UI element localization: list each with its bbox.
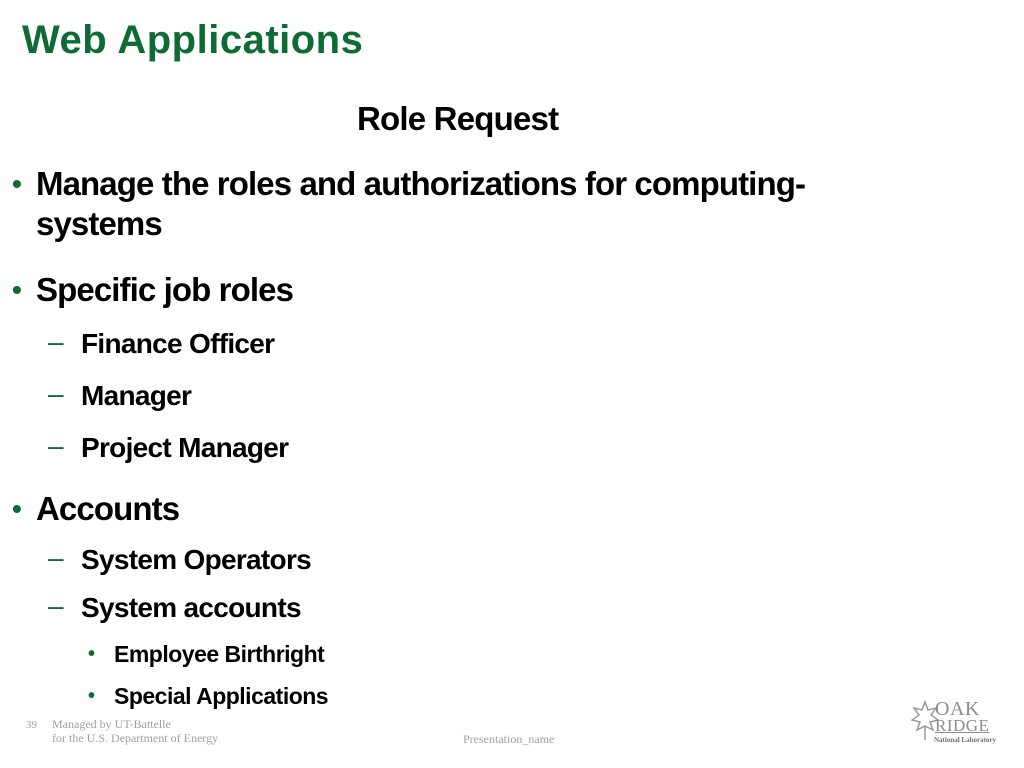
bullet-text: Specific job roles <box>36 271 294 308</box>
bullet-manage-roles <box>12 164 806 244</box>
bullet-accounts <box>12 489 180 529</box>
sub-sub-bullet-special-applications <box>88 682 329 710</box>
sub-bullet-text: Manager <box>81 380 192 411</box>
bullet-dot-icon: • <box>88 643 95 665</box>
slide-subtitle: Role Request <box>357 100 559 137</box>
footer-managed-by <box>52 717 218 745</box>
bullet-text: Manage the roles and authorizations for computing- <box>36 165 806 202</box>
footer-managed-line1: Managed by UT-Battelle <box>52 717 171 731</box>
dash-icon: – <box>48 430 63 461</box>
logo-national-laboratory: National Laboratory <box>934 736 997 744</box>
sub-sub-bullet-text: Employee Birthright <box>114 641 325 667</box>
bullet-dot-icon: • <box>12 274 21 305</box>
sub-sub-bullet-employee-birthright <box>88 640 325 668</box>
bullet-specific-job-roles <box>12 270 294 310</box>
sub-bullet-text: Project Manager <box>81 432 289 463</box>
sub-bullet-text: Finance Officer <box>81 328 275 359</box>
sub-bullet-manager <box>48 378 192 413</box>
sub-bullet-system-accounts <box>48 590 301 625</box>
dash-icon: – <box>48 590 63 621</box>
sub-bullet-text: System Operators <box>81 544 312 575</box>
sub-bullet-finance-officer <box>48 326 275 361</box>
bullet-dot-icon: • <box>12 168 21 199</box>
sub-bullet-system-operators <box>48 542 312 577</box>
sub-bullet-text: System accounts <box>81 592 301 623</box>
footer-managed-line2: for the U.S. Department of Energy <box>52 731 219 745</box>
dash-icon: – <box>48 326 63 357</box>
sub-sub-bullet-text: Special Applications <box>114 683 329 709</box>
sub-bullet-project-manager <box>48 430 289 465</box>
dash-icon: – <box>48 378 63 409</box>
bullet-dot-icon: • <box>88 685 95 707</box>
page-number: 39 <box>26 719 37 731</box>
oak-ridge-logo <box>910 698 1002 748</box>
logo-ridge: RIDGE <box>935 716 990 735</box>
bullet-text-continued: systems <box>36 205 162 242</box>
presentation-name: Presentation_name <box>463 732 555 746</box>
logo-oak: OAK <box>935 698 980 720</box>
slide-title: Web Applications <box>22 18 364 62</box>
bullet-dot-icon: • <box>12 493 21 524</box>
dash-icon: – <box>48 542 63 573</box>
bullet-text: Accounts <box>36 490 180 527</box>
